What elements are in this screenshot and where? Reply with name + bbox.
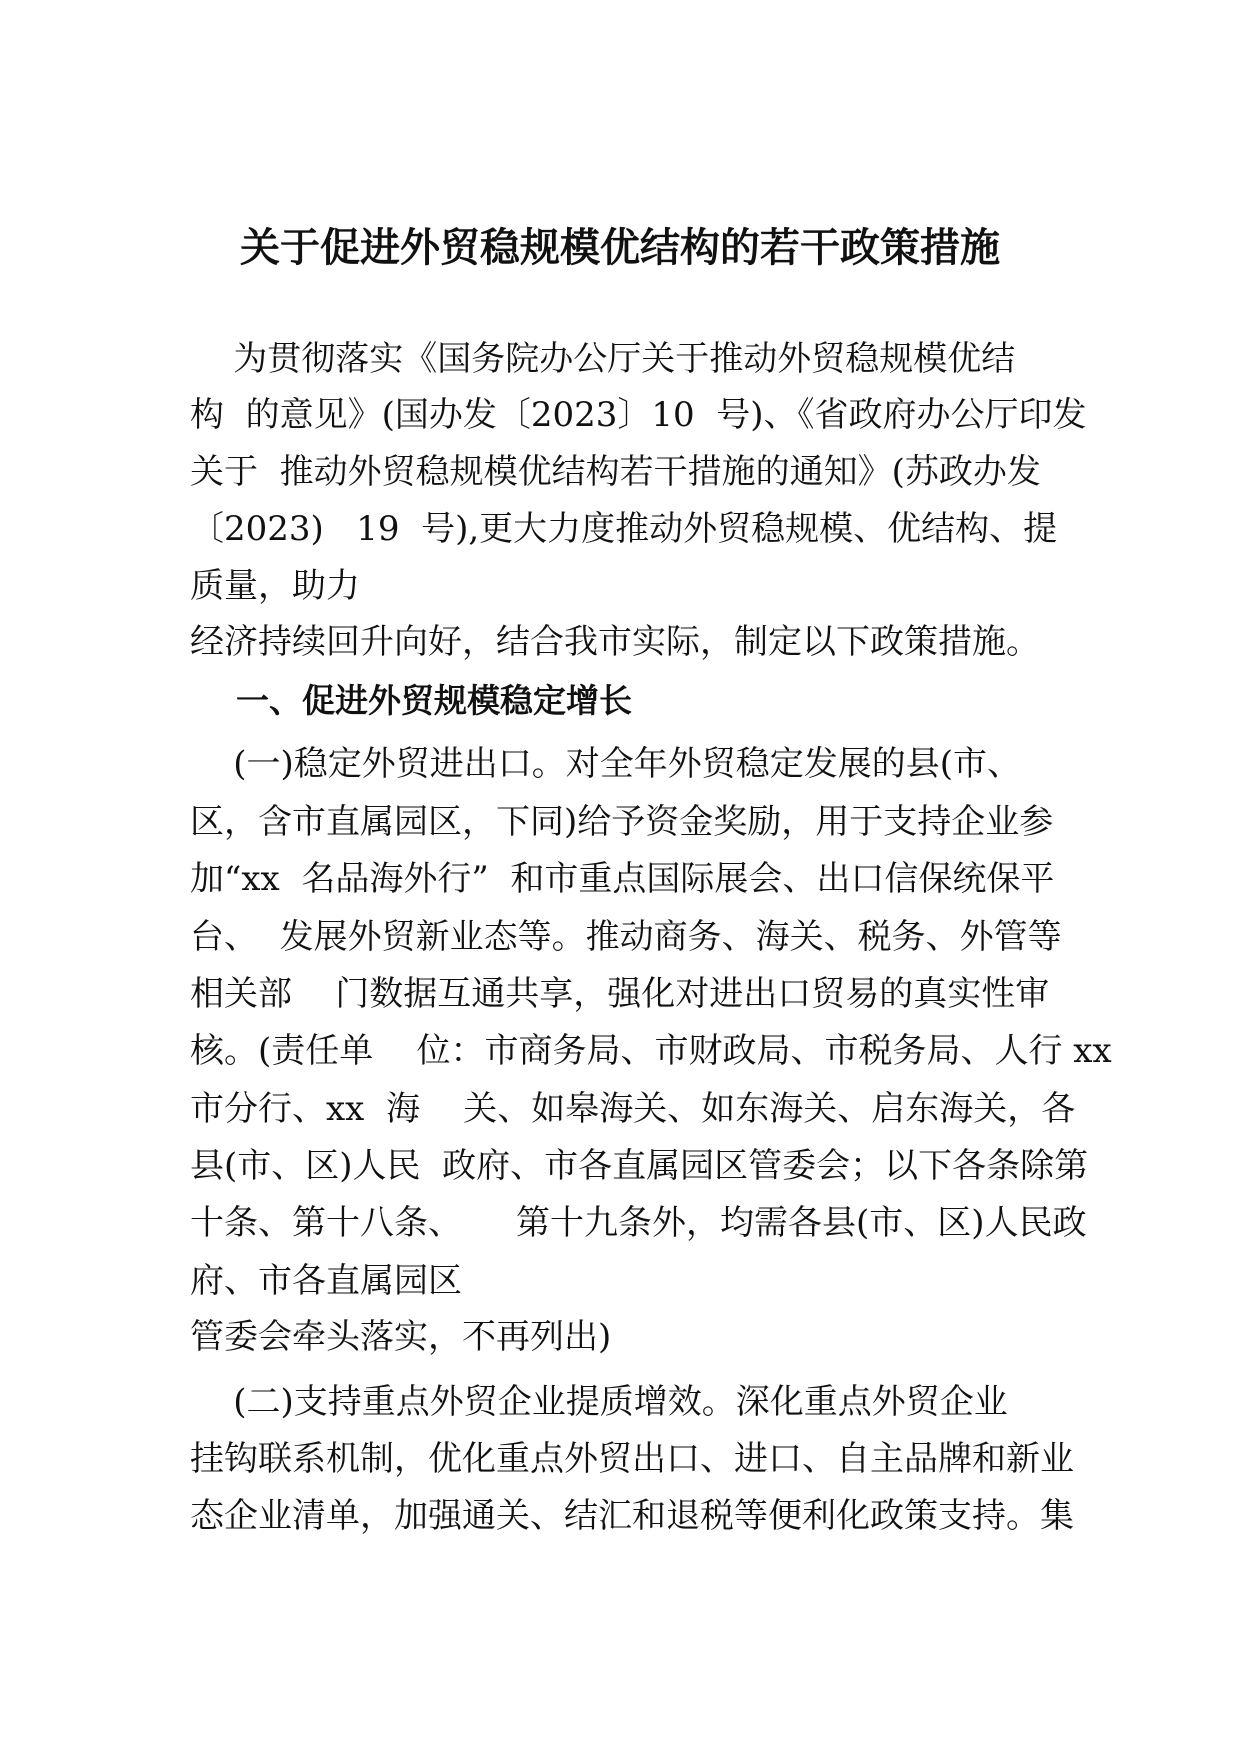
item1-line-3: 加“xx 名品海外行” 和市重点国际展会、出口信保统保平 [190,859,1055,899]
item1-line-11: 管委会牵头落实，不再列出) [190,1317,612,1357]
intro-line-5: 质量，助力 [190,566,360,606]
item1-line-4: 台、 发展外贸新业态等。推动商务、海关、税务、外管等 [190,917,1062,957]
item1-line-6: 核。(责任单 位：市商务局、市财政局、市税务局、人行 xx [190,1031,1112,1071]
intro-line-2: 构 的意见》(国办发〔2023〕10 号)、《省政府办公厅印发 [190,395,1087,435]
item1-line-2: 区，含市直属园区，下同)给予资金奖励，用于支持企业参 [190,802,1054,842]
item1-line-9: 十条、第十八条、 第十九条外，均需各县(市、区)人民政 [190,1203,1087,1243]
item2-line-1: (二)支持重点外贸企业提质增效。深化重点外贸企业 [190,1382,1008,1422]
intro-line-3: 关于 推动外贸稳规模优结构若干措施的通知》(苏政办发 [190,452,1041,492]
document-title: 关于促进外贸稳规模优结构的若干政策措施 [240,225,1000,271]
item2-line-3: 态企业清单，加强通关、结汇和退税等便利化政策支持。集 [190,1496,1074,1536]
item1-line-10: 府、市各直属园区 [190,1261,462,1301]
intro-line-1: 为贯彻落实《国务院办公厅关于推动外贸稳规模优结 [190,339,1016,379]
item2-line-2: 挂钩联系机制，优化重点外贸出口、进口、自主品牌和新业 [190,1439,1074,1479]
item1-line-5: 相关部 门数据互通共享，强化对进出口贸易的真实性审 [190,974,1050,1014]
item1-line-7: 市分行、xx 海 关、如皋海关、如东海关、启东海关，各 [190,1089,1076,1129]
intro-line-6: 经济持续回升向好，结合我市实际，制定以下政策措施。 [190,622,1040,662]
intro-line-4: 〔2023) 19 号),更大力度推动外贸稳规模、优结构、提 [190,509,1058,549]
section-heading-1: 一、促进外贸规模稳定增长 [190,681,632,720]
item1-line-8: 县(市、区)人民 政府、市各直属园区管委会；以下各条除第 [190,1146,1089,1186]
item1-line-1: (一)稳定外贸进出口。对全年外贸稳定发展的县(市、 [190,744,1022,784]
